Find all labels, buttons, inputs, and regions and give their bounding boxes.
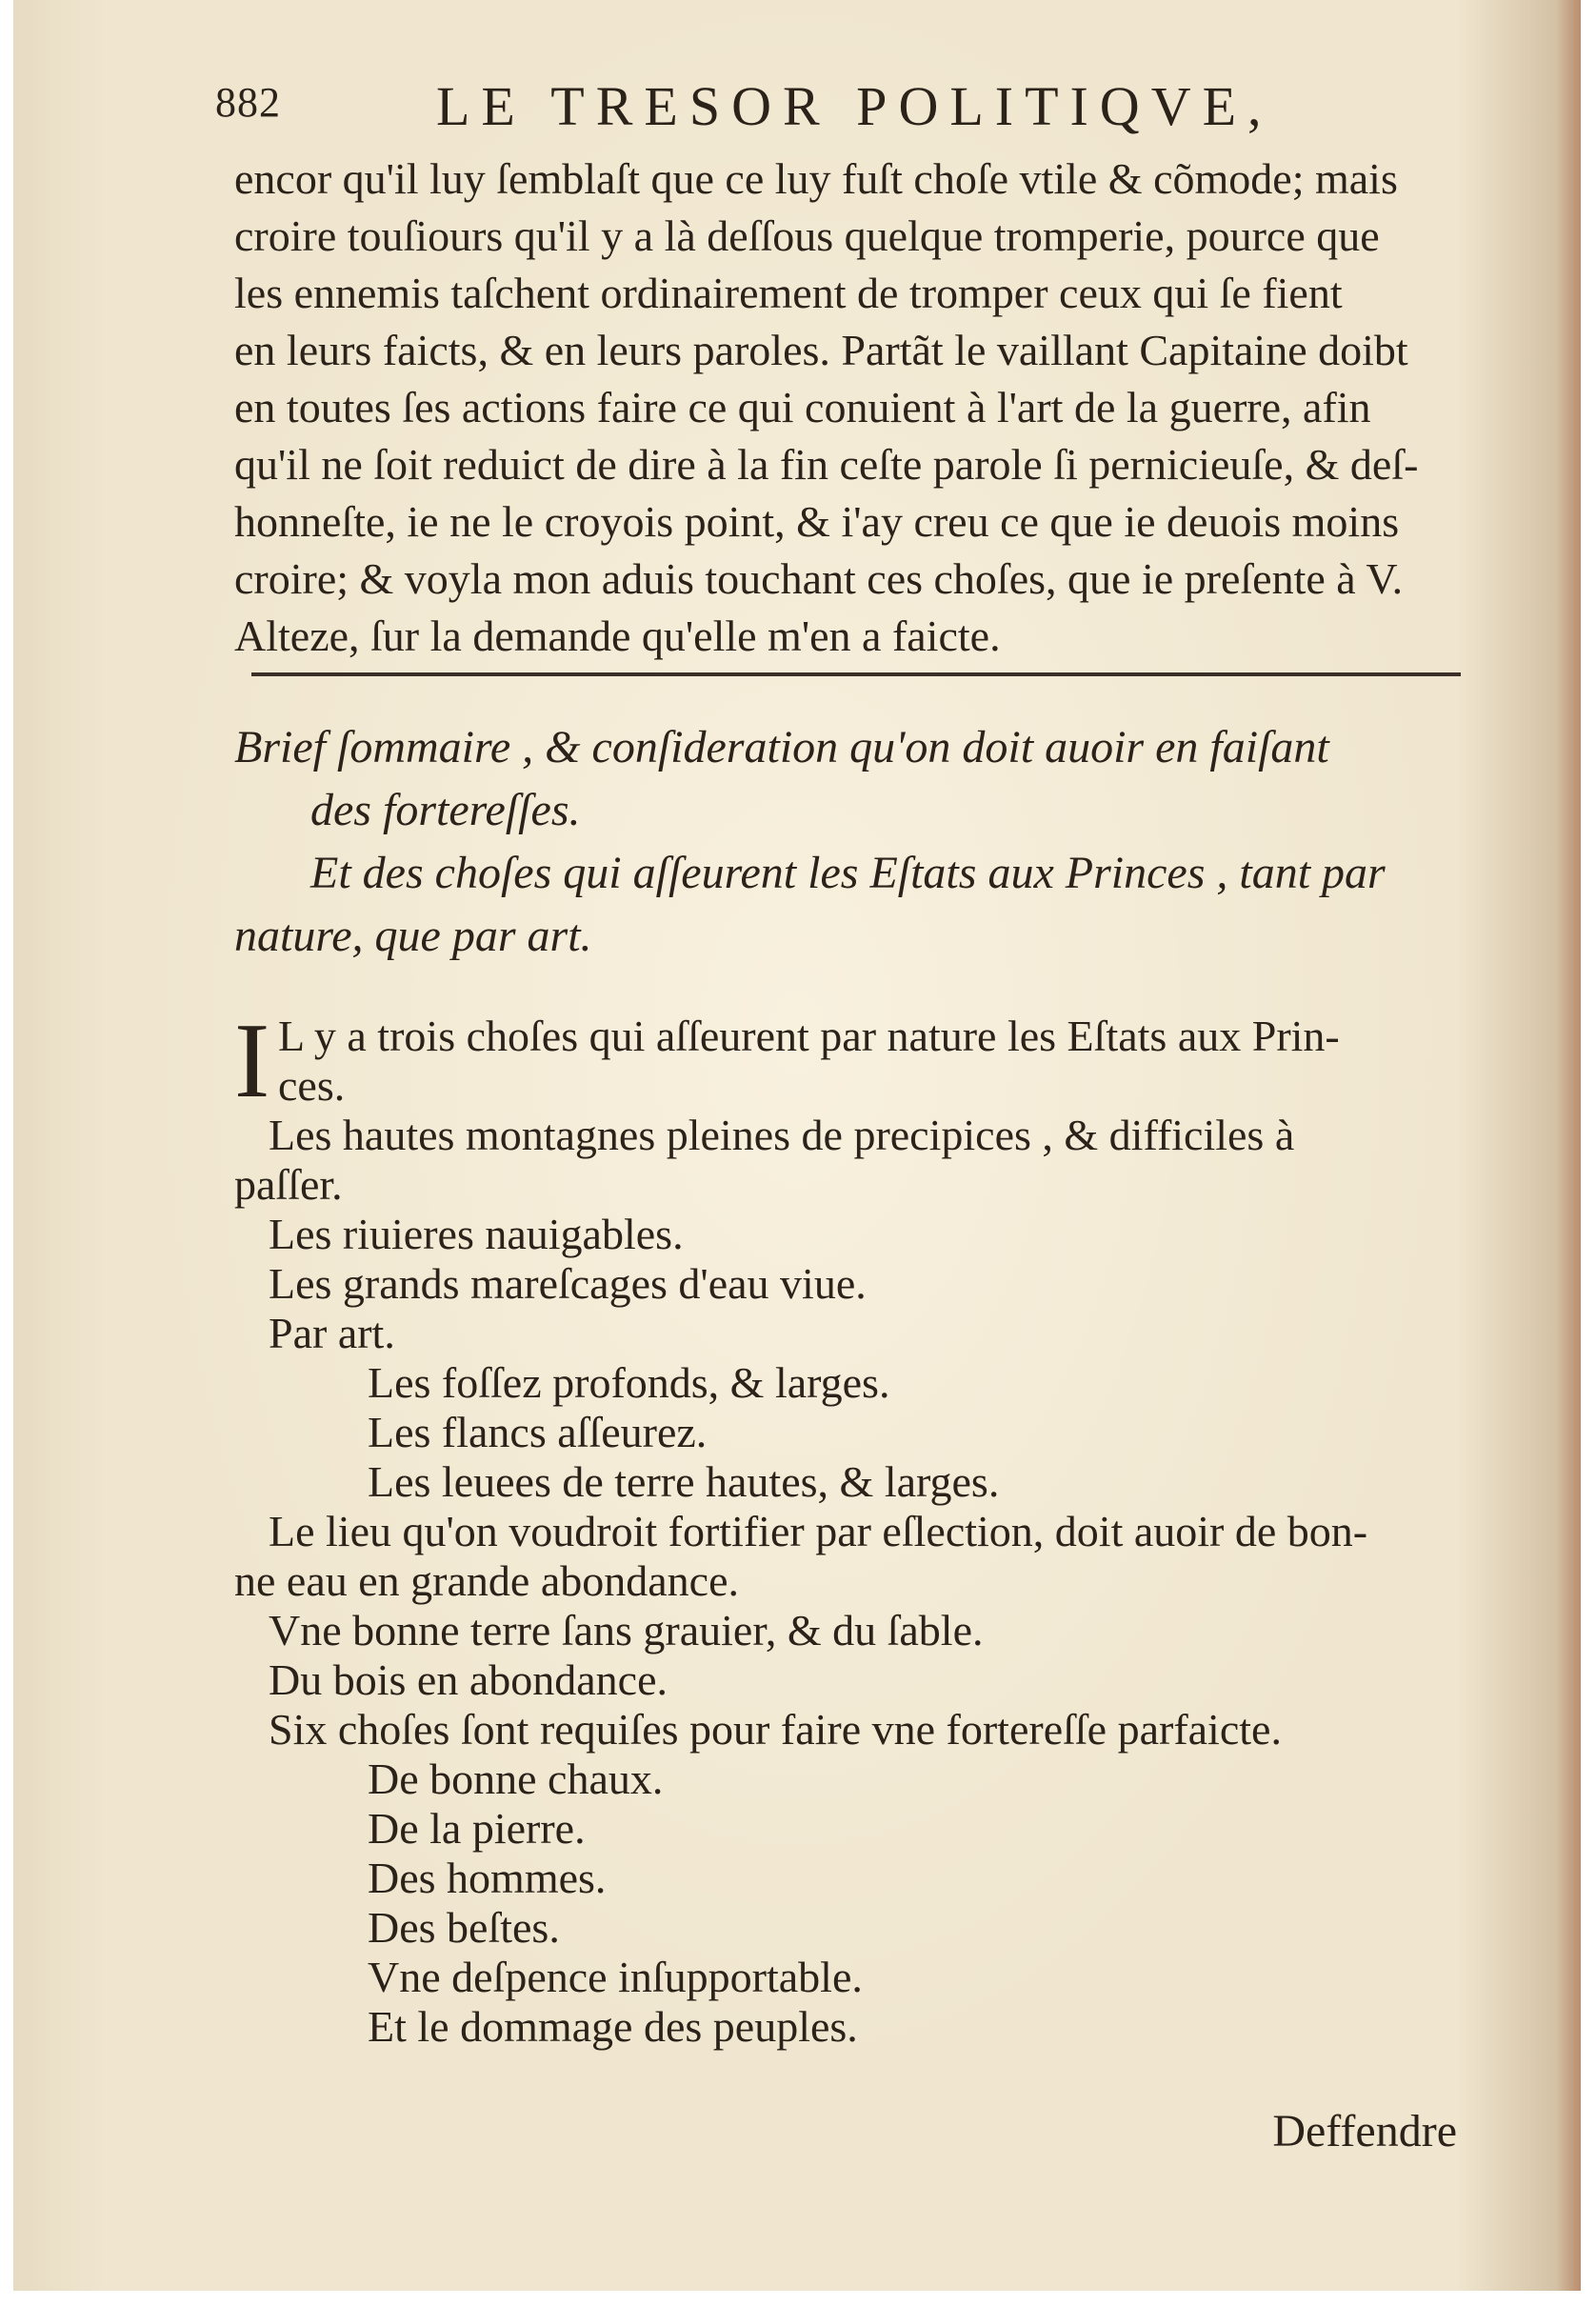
text-line: les ennemis taſchent ordinairement de tromper ceux qui ſe fient: [234, 269, 1343, 317]
text-line: L y a trois choſes qui aſſeurent par nature les Eſtats aux Prin-: [278, 1012, 1340, 1060]
text-line: encor qu'il luy ſemblaſt que ce luy fuſt choſe vtile & cõmode; mais: [234, 154, 1398, 203]
list-item: Vne bonne terre ſans grauier, & du ſable.: [269, 1606, 984, 1654]
book-page: [13, 0, 1581, 2291]
text-line: croire; & voyla mon aduis touchant ces choſes, que ie preſente à V.: [234, 554, 1404, 603]
text-line: croire touſiours qu'il y a là deſſous quelque tromperie, pource que: [234, 211, 1380, 260]
text-line: en leurs faicts, & en leurs paroles. Partãt le vaillant Capitaine doibt: [234, 326, 1408, 374]
list-item: Le lieu qu'on voudroit fortifier par eſlection, doit auoir de bon-: [269, 1507, 1368, 1555]
text-line: honneſte, ie ne le croyois point, & i'ay creu ce que ie deuois moins: [234, 497, 1400, 546]
page-number: 882: [215, 79, 281, 126]
heading-line: des fortereſſes.: [310, 785, 581, 835]
top-paragraph: [234, 150, 1472, 665]
heading-line: Brief ſommaire , & conſideration qu'on doit auoir en faiſant: [234, 722, 1329, 772]
list-item: Les riuieres nauigables.: [269, 1210, 684, 1258]
list-item: Vne deſpence inſupportable.: [368, 1953, 863, 2001]
text-line: ces.: [278, 1061, 346, 1110]
catchword: Deffendre: [1272, 2106, 1457, 2156]
intro-paragraph: [234, 1002, 1482, 1120]
list-item-continuation: paſſer.: [234, 1160, 343, 1209]
list-item: Des hommes.: [368, 1854, 607, 1902]
list-item: Les grands mareſcages d'eau viue.: [269, 1259, 867, 1308]
drop-cap: I: [234, 1002, 270, 1120]
text-line: Alteze, ſur la demande qu'elle m'en a faicte.: [234, 612, 1001, 660]
list-heading: Six choſes ſont requiſes pour faire vne fortereſſe parfaicte.: [269, 1705, 1282, 1754]
section-divider: [251, 672, 1461, 676]
list-item-continuation: ne eau en grande abondance.: [234, 1556, 739, 1605]
page-edge-shadow: [1556, 0, 1581, 2291]
list-item: De la pierre.: [368, 1804, 586, 1853]
section-heading: [234, 716, 1482, 968]
list-item: Les hautes montagnes pleines de precipices , & difficiles à: [269, 1111, 1295, 1159]
text-line: qu'il ne ſoit reduict de dire à la fin ceſte parole ſi pernicieuſe, & deſ-: [234, 440, 1419, 489]
heading-line: nature, que par art.: [234, 911, 592, 961]
list-item: Les flancs aſſeurez.: [368, 1408, 708, 1456]
list-heading: Par art.: [269, 1309, 395, 1357]
list-item: Les foſſez profonds, & larges.: [368, 1358, 890, 1407]
heading-line: Et des choſes qui aſſeurent les Eſtats aux Princes , tant par: [310, 848, 1386, 898]
text-line: en toutes ſes actions faire ce qui conuient à l'art de la guerre, afin: [234, 383, 1371, 431]
list-item: De bonne chaux.: [368, 1755, 664, 1803]
list-item: Les leuees de terre hautes, & larges.: [368, 1457, 1000, 1506]
list-item: Du bois en abondance.: [269, 1655, 668, 1704]
running-title: LE TRESOR POLITIQVE,: [436, 75, 1273, 137]
list-item: Des beſtes.: [368, 1903, 560, 1952]
page-header: [215, 74, 1301, 141]
list-item: Et le dommage des peuples.: [368, 2002, 858, 2051]
section-content: [234, 1002, 1482, 2052]
